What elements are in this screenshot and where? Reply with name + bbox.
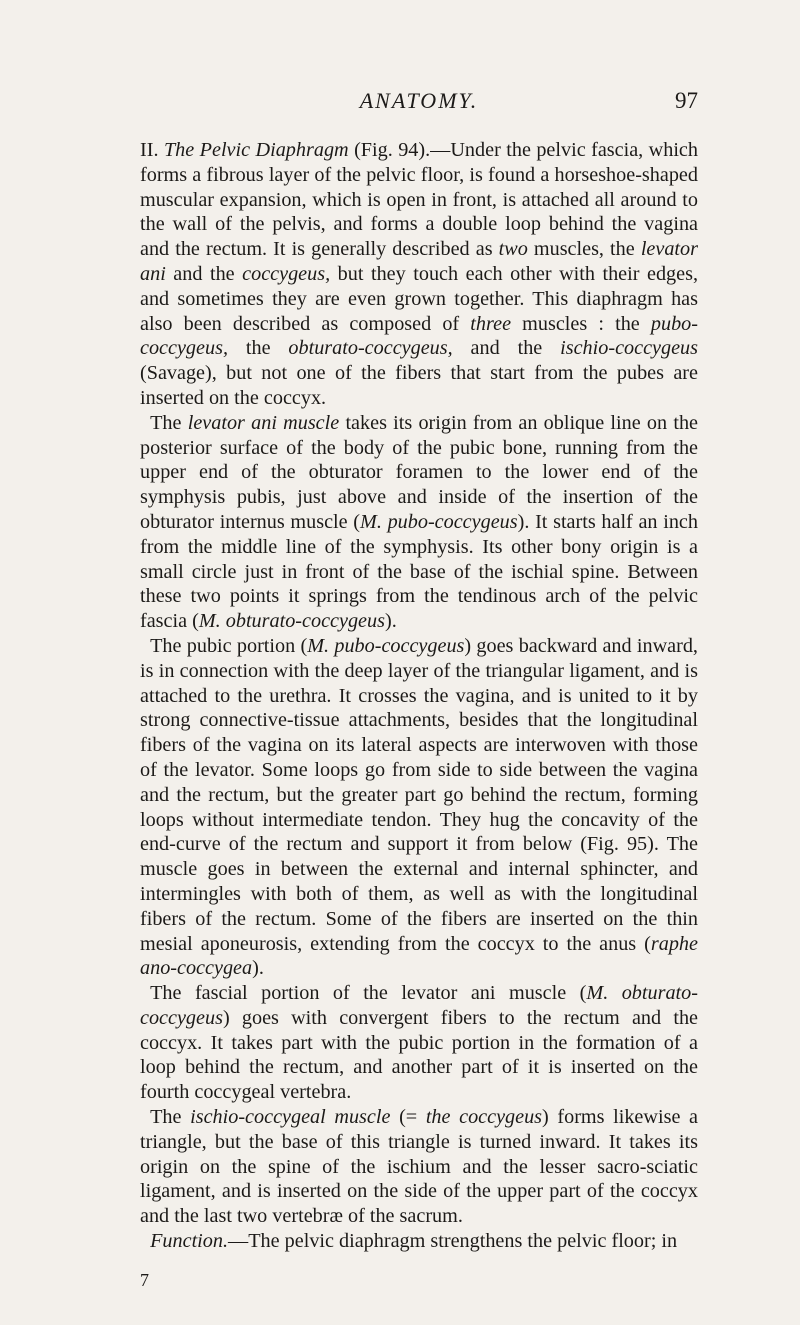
italic-text: levator ani muscle — [187, 411, 340, 434]
paragraph — [140, 634, 698, 981]
italic-text: coccygeus, — [242, 262, 331, 285]
page-number: 97 — [675, 88, 698, 113]
italic-text: M. pubo-coccygeus — [307, 634, 465, 657]
italic-text: The Pelvic Diaphragm — [163, 139, 349, 161]
running-title: ANATOMY. — [359, 88, 479, 113]
text-run: The fascial portion of the levator ani muscle ( — [150, 982, 587, 1005]
text-run: the — [228, 337, 289, 360]
italic-text: levator ani — [140, 238, 698, 285]
paragraph — [140, 1105, 698, 1229]
italic-text: pubo-coccygeus, — [140, 312, 698, 360]
italic-text: M. obturato-coccygeus — [198, 610, 385, 633]
paragraph — [140, 411, 698, 634]
paragraph — [140, 138, 698, 411]
italic-text: obturato-coccygeus, — [288, 337, 453, 360]
text-run: The pubic portion ( — [150, 634, 308, 657]
italic-text: the coccygeus — [425, 1106, 543, 1129]
italic-text: M. obturato-coccygeus — [140, 982, 698, 1029]
italic-text: three — [470, 312, 512, 335]
text-run: and the — [165, 262, 243, 285]
signature-mark: 7 — [140, 1270, 149, 1290]
text-run: ) goes with convergent fibers to the rectum and the coccyx. It takes part with the pubic portion in the formation of a loop behind the rectum, and another part of it is inserted on the fourth coccygeal vertebra. — [140, 1006, 698, 1104]
text-run: II. — [140, 139, 164, 161]
text-run: but they touch each other with their edges, and sometimes they are even grown together. This diaphragm has also been described as composed of — [140, 262, 698, 335]
italic-text: raphe ano-coccygea — [140, 932, 698, 980]
italic-text: Function. — [150, 1230, 229, 1253]
text-run: ) forms likewise a triangle, but the base of this triangle is turned inward. It takes its origin on the spine of the ischium and the lesser sacro-sciatic ligament, and is inserted on the side of the upper part of the coccyx and the last two vertebræ of the sacrum. — [140, 1106, 698, 1228]
text-run: (Savage), but not one of the fibers that start from the pubes are inserted on the coccyx. — [140, 362, 698, 409]
text-run: muscles, the — [527, 238, 641, 261]
text-run: The — [150, 1106, 191, 1129]
body-text — [140, 138, 698, 1254]
text-run: ). — [384, 610, 397, 633]
text-run: ). — [252, 957, 264, 980]
paragraph — [140, 1229, 698, 1254]
text-run: (Fig. 94).—Under the pelvic fascia, which forms a fibrous layer of the pelvic floor, is found a horseshoe-shaped muscular expansion, which is open in front, is attached all around to the wall of the pelvis, and forms a double loop behind the vagina and the rectum. It is generally described as — [140, 139, 698, 261]
page-header — [140, 88, 698, 122]
text-run: and the — [452, 337, 561, 360]
italic-text: ischio-coccygeus — [560, 337, 699, 360]
italic-text: two — [498, 238, 528, 261]
text-run: ). It starts half an inch from the middle line of the symphysis. Its other bony origin is a small circle just in front of the base of the ischial spine. Between these two points it springs from the tendinous arch of the pelvic fascia ( — [140, 510, 698, 633]
italic-text: ischio-coccygeal muscle — [190, 1106, 391, 1129]
text-run: —The pelvic diaphragm strengthens the pelvic floor; in — [228, 1230, 678, 1253]
text-run: The — [150, 411, 188, 434]
paragraph — [140, 981, 698, 1105]
text-run: (= — [390, 1106, 426, 1129]
text-run: takes its origin from an oblique line on the posterior surface of the body of the pubic bone, running from the upper end of the obturator foramen to the lower end of the symphysis pubis, just above and inside of the insertion of the obturator internus muscle ( — [140, 411, 699, 533]
text-run: ) goes backward and inward, is in connection with the deep layer of the triangular ligament, and is attached to the urethra. It crosses the vagina, and is united to it by strong connective-tissue attachments, besides that the longitudinal fibers of the vagina on its lateral aspects are interwoven with those of the levator. Some loops go from side to side between the vagina and the rectum, but the greater part go behind the rectum, forming loops without intermediate tendon. They hug the concavity of the end-curve of the rectum and support it from below (Fig. 95). The muscle goes in between the external and internal sphincter, and intermingles with both of them, as well as with the longitudinal fibers of the rectum. Some of the fibers are inserted on the thin mesial aponeurosis, extending from the coccyx to the anus ( — [140, 634, 698, 955]
text-run: muscles : the — [511, 312, 651, 335]
italic-text: M. pubo-coccygeus — [360, 510, 518, 533]
